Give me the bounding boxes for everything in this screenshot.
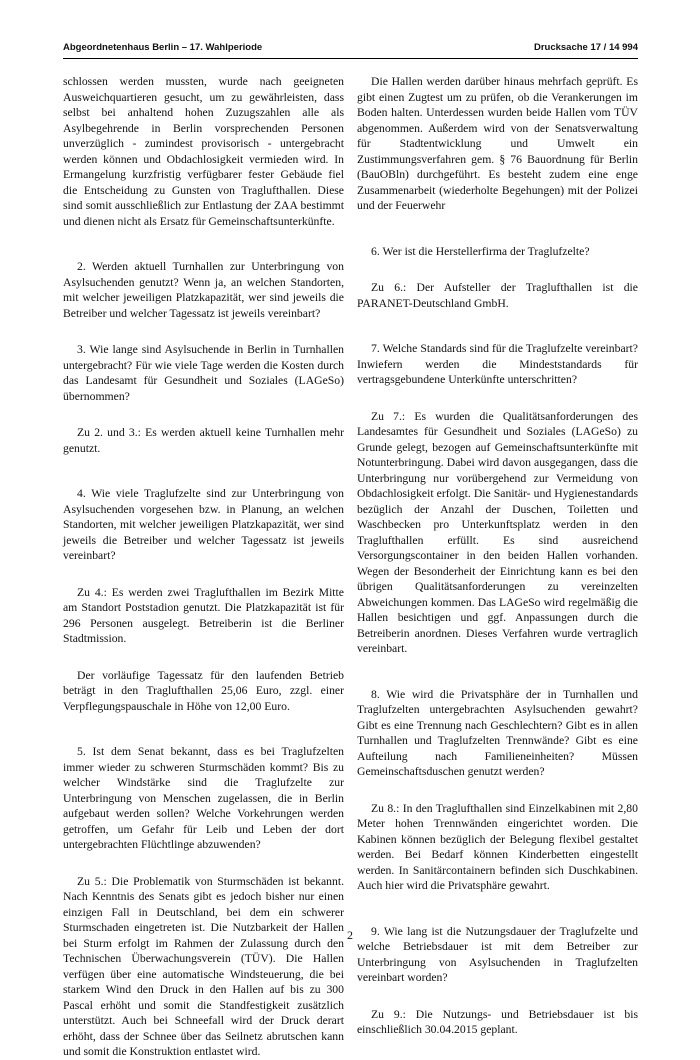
header-publisher: Abgeordnetenhaus Berlin – 17. Wahlperiode xyxy=(63,42,263,53)
question-6: 6. Wer ist die Herstellerfirma der Traglufzelte? xyxy=(371,244,590,258)
left-column xyxy=(63,74,344,1060)
question-9: 9. Wie lang ist die Nutzungsdauer der Traglufzelte und welche Betriebsdauer ist mit dem Betreiber zur Unterbringung von Asylsuchenden in Traglufzelten vereinbart worden? xyxy=(357,924,638,984)
answer-4-rate: Der vorläufige Tagessatz für den laufenden Betrieb beträgt in den Traglufthallen 25,06 Euro, zzgl. einer Verpflegungspauschale in Höhe von 12,00 Euro. xyxy=(63,668,344,713)
question-2: 2. Werden aktuell Turnhallen zur Unterbringung von Asylsuchenden genutzt? Wenn ja, an welchen Standorten, mit welcher jeweiligen Platzkapazität, wer sind jeweils die Betreiber und welcher Tagessatz ist jeweils vereinbart? xyxy=(63,260,344,320)
header-document-number: Drucksache 17 / 14 994 xyxy=(533,42,638,53)
answer-8: Zu 8.: In den Traglufthallen sind Einzelkabinen mit 2,80 Meter hohen Trennwänden eingerichtet worden. Die Kabinen können bezüglich der Belegung flexibel gestaltet werden. Bei Bedarf können Kinderbetten eingestellt werden. In Sanitärcontainern befinden sich Duschkabinen. Auch hier wird die Privatsphäre gewahrt. xyxy=(357,801,638,892)
answer-5: Zu 5.: Die Problematik von Sturmschäden ist bekannt. Nach Kenntnis des Senats gibt es jedoch bisher nur einen einzigen Fall in Deutschland, bei dem ein schwerer Sturmschaden eingetreten ist. Die Nutzbarkeit der Hallen bei Sturm erfolgt im Rahmen der Zulassung durch den Technischen Überwachungsverein (TÜV). Die Hallen verfügen über eine automatische Windsteuerung, die bei starkem Wind den Druck in den Hallen auf bis zu 300 Pascal erhöht und somit die Standfestigkeit zusätzlich unterstützt. Auch bei Schneefall wird der Druck derart erhöht, dass der Schnee über das Seilnetz abrutschen kann und somit die Konstruktion entlastet wird. xyxy=(63,874,344,1058)
question-3: 3. Wie lange sind Asylsuchende in Berlin in Turnhallen untergebracht? Für wie viele Tage werden die Kosten durch das Landesamt für Gesundheit und Soziales (LAGeSo) übernommen? xyxy=(63,343,344,403)
answer-6: Zu 6.: Der Aufsteller der Traglufthallen ist die PARANET-Deutschland GmbH. xyxy=(357,281,638,310)
question-7: 7. Welche Standards sind für die Traglufzelte vereinbart? Inwiefern werden die Mindeststandards für vertragsgebundene Unterkünfte unterschritten? xyxy=(357,342,638,386)
answer-4: Zu 4.: Es werden zwei Traglufthallen im Bezirk Mitte am Standort Poststadion genutzt. Die Platzkapazität ist für 296 Personen ausgelegt. Betreiberin ist die Berliner Stadtmission. xyxy=(63,585,344,645)
answer-9: Zu 9.: Die Nutzungs- und Betriebsdauer ist bis einschließlich 30.04.2015 geplant. xyxy=(357,1007,638,1036)
page-header xyxy=(63,38,638,59)
answer-7: Zu 7.: Es wurden die Qualitätsanforderungen des Landesamtes für Gesundheit und Soziales (LAGeSo) zu Grunde gelegt, bezogen auf Gemeinschaftsunterkünfte mit Notunterbringung. Dabei wird davon ausgegangen, dass die Unterbringung nur vorübergehend zur Vermeidung von Obdachlosigkeit erfolgt. Die Sanitär- und Hygienestandards bezüglich der Anzahl der Duschen, Toiletten und Waschbecken pro Unterkunftsplatz werden in den Traglufthallen erfüllt. Es sind ausreichend Versorgungscontainer in den beiden Hallen vorhanden. Wegen der Besonderheit der Einrichtung kann es bei den übrigen Qualitätsanforderungen zu vereinzelten Abweichungen kommen. Das LAGeSo wird regelmäßig die Hallen besichtigen und ggf. Anpassungen durch die Betreiberin anordnen. Dieses Verfahren wurde vertraglich vereinbart. xyxy=(357,409,638,655)
question-5: 5. Ist dem Senat bekannt, dass es bei Traglufzelten immer wieder zu schweren Sturmschäden kommt? Bis zu welcher Windstärke sind die Traglufzelte zur Unterbringung von Menschen zugelassen, die in Berlin aufgebaut werden sollen? Welche Vorkehrungen werden getroffen, um Gefahr für Leib und Leben der dort untergebrachten Flüchtlinge abzuwenden? xyxy=(63,745,344,851)
question-8: 8. Wie wird die Privatsphäre der in Turnhallen und Traglufzelten untergebrachten Asylsuchenden gewahrt? Gibt es eine Trennung nach Geschlechtern? Gibt es in allen Turnhallen und Traglufzelten Trennwände? Gibt es eine Aufteilung nach Familieneinheiten? Müssen Gemeinschaftsduschen genutzt werden? xyxy=(357,687,638,778)
answer-5-continued: Die Hallen werden darüber hinaus mehrfach geprüft. Es gibt einen Zugtest um zu prüfen, ob die Verankerungen im Boden halten. Unterdessen wurden beide Hallen vom TÜV abgenommen. Außerdem wird von der Senatsverwaltung für Stadtentwicklung und Umwelt ein Zustimmungsverfahren gem. § 76 Bauordnung für Berlin (BauOBln) durchgeführt. Es besteht zudem eine enge Zusammenarbeit (wiederholte Begehungen) mit der Polizei und der Feuerwehr xyxy=(357,75,638,212)
right-column xyxy=(357,74,638,1038)
answer-2-3: Zu 2. und 3.: Es werden aktuell keine Turnhallen mehr genutzt. xyxy=(63,426,344,455)
question-4: 4. Wie viele Traglufzelte sind zur Unterbringung von Asylsuchenden vorgesehen bzw. in Planung, an welchen Standorten, mit welcher jeweiligen Platzkapazität, wer sind jeweils die Betreiber und welcher Tagessatz ist jeweils vereinbart? xyxy=(63,487,344,562)
paragraph-continuation: schlossen werden mussten, wurde nach geeigneten Ausweichquartieren gesucht, um zu gewährleisten, dass selbst bei anhaltend hohen Zuzugszahlen alle als Asylbegehrende in Berlin vorsprechenden Personen unverzüglich - zumindest provisorisch - untergebracht werden können und Obdachlosigkeit vermieden wird. In Ermangelung kurzfristig verfügbarer fester Gebäude fiel die Entscheidung zu Gunsten von Traglufthallen. Diese sind somit ausschließlich zur Entlastung der ZAA bestimmt und dienen nicht als Ersatz für Gemeinschaftsunterkünfte. xyxy=(63,75,344,228)
page-number: 2 xyxy=(347,928,353,942)
